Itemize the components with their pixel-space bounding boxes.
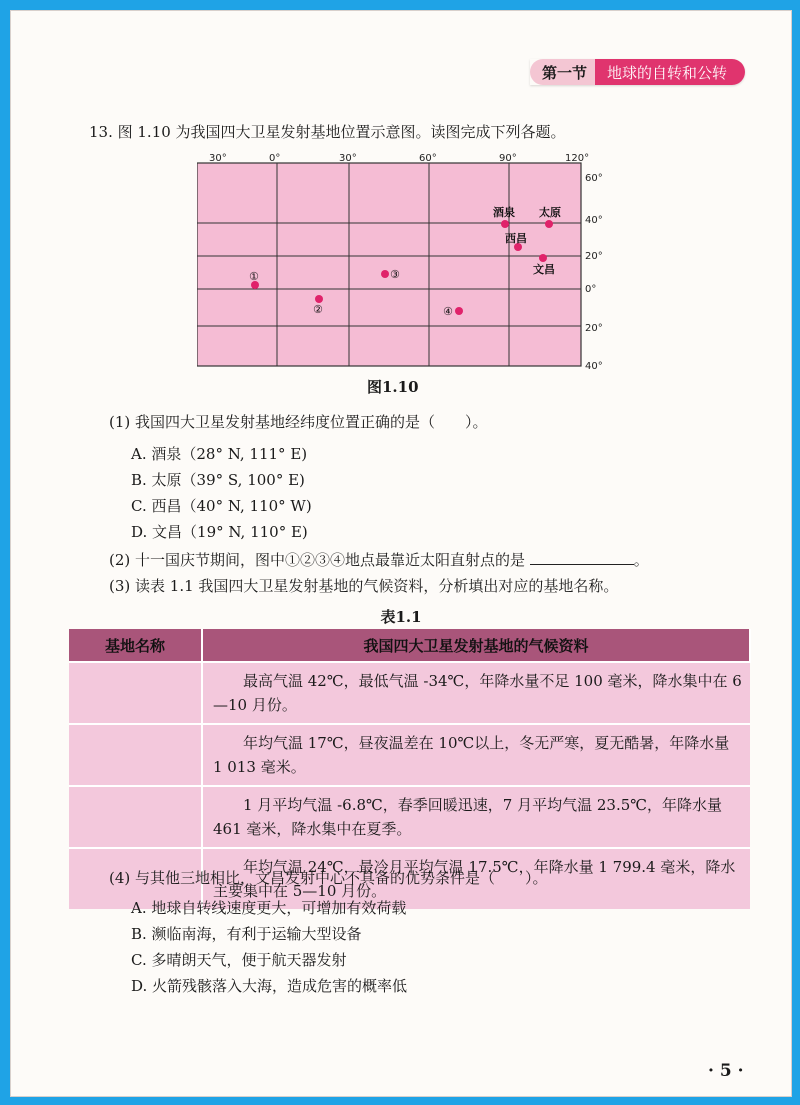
part-1-option-a: A. 酒泉（28° N, 111° E) (131, 445, 308, 463)
section-tag (530, 59, 745, 85)
part-2-end: 。 (633, 551, 649, 569)
jiuquan-dot (501, 220, 509, 228)
lat-label-0: 0° (585, 284, 597, 295)
lat-label-60n: 60° (585, 173, 603, 184)
point-1-label: ① (249, 270, 259, 283)
part-2 (109, 549, 649, 571)
header-climate: 我国四大卫星发射基地的气候资料 (202, 629, 750, 662)
point-4-label: ④ (443, 305, 453, 318)
taiyuan-dot (545, 220, 553, 228)
header-base-name: 基地名称 (69, 629, 202, 662)
climate-cell: 最高气温 42℃，最低气温 -34℃，年降水量不足 100 毫米，降水集中在 6—10 月份。 (202, 662, 750, 724)
lat-label-40n: 40° (585, 215, 603, 226)
part-2-text: (2) 十一国庆节期间，图中①②③④地点最靠近太阳直射点的是 (109, 551, 530, 569)
part-4-option-d: D. 火箭残骸落入大海，造成危害的概率低 (131, 977, 408, 995)
part-4-option-c: C. 多晴朗天气，便于航天器发射 (131, 951, 347, 969)
point-2-dot (315, 295, 323, 303)
wenchang-dot (539, 254, 547, 262)
point-3-dot (381, 270, 389, 278)
climate-cell: 1 月平均气温 -6.8℃，春季回暖迅速，7 月平均气温 23.5℃，年降水量 461 毫米，降水集中在夏季。 (202, 786, 750, 848)
wenchang-label: 文昌 (533, 263, 555, 276)
xichang-label: 西昌 (505, 232, 527, 245)
point-3-label: ③ (390, 268, 400, 281)
point-2-label: ② (313, 303, 323, 316)
taiyuan-label: 太原 (539, 206, 561, 219)
table-row (69, 662, 750, 724)
table-row (69, 724, 750, 786)
part-1-option-c: C. 西昌（40° N, 110° W) (131, 497, 312, 515)
base-name-cell[interactable] (69, 662, 202, 724)
part-4-option-b: B. 濒临南海，有利于运输大型设备 (131, 925, 362, 943)
figure-caption: 图1.10 (367, 378, 419, 396)
lat-label-40s: 40° (585, 361, 603, 372)
climate-cell: 年均气温 17℃，昼夜温差在 10℃以上，冬无严寒，夏无酷暑，年降水量 1 013 毫米。 (202, 724, 750, 786)
part-1-option-b: B. 太原（39° S, 100° E) (131, 471, 305, 489)
map-svg (197, 151, 617, 381)
question-13-stem: 13. 图 1.10 为我国四大卫星发射基地位置示意图。读图完成下列各题。 (89, 123, 566, 141)
part-1-option-d: D. 文昌（19° N, 110° E) (131, 523, 308, 541)
lon-label-30w: 30° (209, 153, 227, 164)
lat-label-20s: 20° (585, 323, 603, 334)
page-number: · 5 · (708, 1061, 744, 1081)
lat-label-20n: 20° (585, 251, 603, 262)
textbook-page (10, 10, 792, 1097)
satellite-base-map (197, 151, 617, 381)
base-name-cell[interactable] (69, 786, 202, 848)
point-4-dot (455, 307, 463, 315)
part-3-stem: (3) 读表 1.1 我国四大卫星发射基地的气候资料，分析填出对应的基地名称。 (109, 577, 619, 595)
section-title: 地球的自转和公转 (595, 59, 745, 85)
lon-label-30e: 30° (339, 153, 357, 164)
section-number: 第一节 (530, 59, 595, 85)
lon-label-60e: 60° (419, 153, 437, 164)
lon-label-0: 0° (269, 153, 281, 164)
answer-blank[interactable] (530, 550, 634, 565)
jiuquan-label: 酒泉 (493, 206, 515, 219)
base-name-cell[interactable] (69, 724, 202, 786)
part-1-stem: (1) 我国四大卫星发射基地经纬度位置正确的是（ ）。 (109, 413, 488, 431)
climate-cell: 年均气温 24℃，最冷月平均气温 17.5℃，年降水量 1 799.4 毫米，降水主要集中在 5—10 月份。 (202, 848, 750, 909)
table-row (69, 786, 750, 848)
part-4-stem: (4) 与其他三地相比，文昌发射中心不具备的优势条件是（ ）。 (109, 869, 548, 887)
table-header-row (69, 629, 750, 662)
lon-label-120e: 120° (565, 153, 590, 164)
table-title: 表1.1 (380, 608, 422, 626)
part-4-option-a: A. 地球自转线速度更大，可增加有效荷载 (131, 899, 407, 917)
lon-label-90e: 90° (499, 153, 517, 164)
